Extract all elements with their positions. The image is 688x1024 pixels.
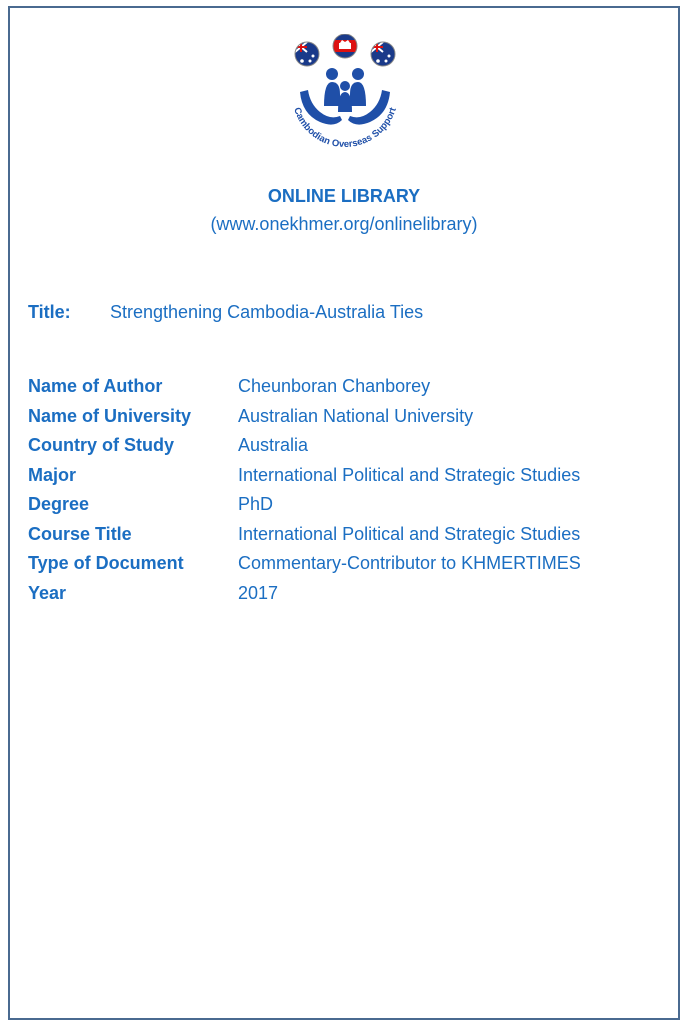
title-label: Title: — [28, 302, 71, 322]
metadata-value: Australia — [238, 435, 309, 455]
logo-arc-text: Cambodian Overseas Support — [291, 106, 399, 151]
metadata-value: Commentary-Contributor to KHMERTIMES — [238, 553, 581, 573]
library-url: (www.onekhmer.org/onlinelibrary) — [210, 214, 478, 234]
metadata-label: Major — [28, 464, 77, 485]
metadata-label: Year — [28, 582, 67, 603]
document-title: Strengthening Cambodia-Australia Ties — [110, 302, 424, 322]
metadata-value: Australian National University — [238, 405, 474, 426]
family-icon — [324, 68, 366, 112]
cambodian-overseas-support-logo — [280, 34, 410, 174]
metadata-value: International Political and Strategic Studies — [238, 523, 581, 544]
metadata-label: Type of Document — [28, 553, 184, 573]
metadata-label: Name of Author — [28, 376, 163, 396]
metadata-label: Degree — [28, 494, 90, 514]
metadata-value: PhD — [238, 494, 274, 514]
metadata-label: Name of University — [28, 405, 192, 426]
metadata-label: Country of Study — [28, 435, 174, 455]
metadata-label: Course Title — [28, 523, 132, 544]
library-heading: ONLINE LIBRARY — [267, 186, 421, 206]
metadata-value: Cheunboran Chanborey — [238, 376, 431, 396]
metadata-value: 2017 — [238, 582, 279, 603]
metadata-value: International Political and Strategic Studies — [238, 464, 581, 485]
